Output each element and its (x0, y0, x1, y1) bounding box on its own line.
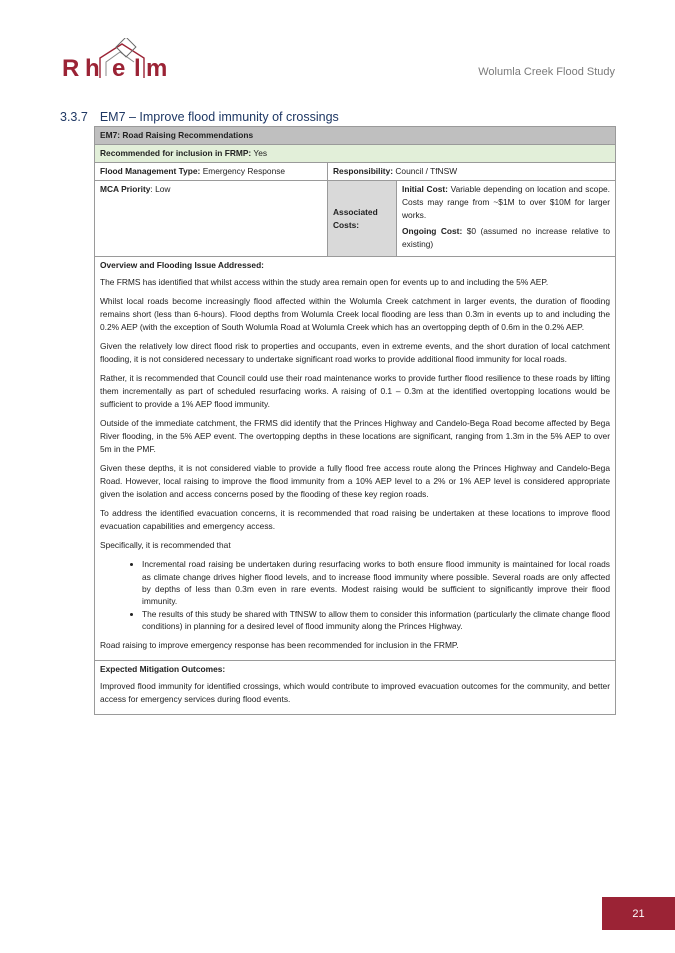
overview-paragraph: Given the relatively low direct flood risk to properties and occupants, even in extreme events, and the short duration of local catchment flooding, it is not considered necessary to undertake significant road works to provide additional flood immunity for local roads. (100, 341, 610, 365)
svg-text:R: R (62, 55, 80, 80)
frmp-value: Yes (253, 148, 268, 159)
outcomes-cell (95, 660, 616, 714)
section-title: EM7 – Improve flood immunity of crossings (99, 110, 339, 124)
fm-type-label: Flood Management Type: (100, 166, 201, 177)
rhelm-logo (60, 38, 180, 80)
list-item: • The results of this study be shared with TfNSW to allow them to consider this information (particularly the climate change flood conditions) in planning for a desired level of flood immunity along the Princes Highway. (142, 608, 610, 632)
overview-paragraph: To address the identified evacuation concerns, it is recommended that road raising be undertaken at these locations to improve flood evacuation capabilities and emergency access. (100, 508, 610, 532)
table-title: EM7: Road Raising Recommendations (95, 127, 616, 145)
ongoing-cost-value: $0 (assumed no increase relative to existing) (402, 226, 610, 250)
closing-paragraph: Road raising to improve emergency response has been recommended for inclusion in the FRMP. (100, 639, 459, 650)
svg-text:e: e (112, 55, 126, 80)
initial-cost-value: Variable depending on location and scope. Costs may range from ~$1M to over $10M for larger works. (402, 184, 610, 221)
fm-type-cell (95, 163, 328, 181)
overview-heading: Overview and Flooding Issue Addressed: (100, 260, 264, 271)
svg-text:m: m (146, 55, 168, 80)
outcomes-heading: Expected Mitigation Outcomes: (100, 663, 226, 674)
fm-type-value: Emergency Response (202, 166, 286, 177)
overview-paragraph: Given these depths, it is not considered viable to provide a fully flood free access route along the Princes Highway and Candelo-Bega Road. However, local raising to improve the flood immunity from a 10% AEP level to a 2% or 1% AEP level is considered appropriate given the isolation and access concerns posed by the flooding of these key region roads. (100, 463, 610, 500)
overview-paragraph: Whilst local roads become increasingly flood affected within the Wolumla Creek catchment in larger events, the duration of flooding remains short (less than 6-hours). Flood depths from Wolumla Creek local flooding are less than 0.3m in events up to and including the 0.2% AEP (with the exception of South Wolumla Road at Wolumla Creek which has an overtopping depth of 0.6m in the 0.2% AEP. (100, 296, 610, 333)
overview-paragraph: Outside of the immediate catchment, the FRMS did identify that the Princes Highway and Candelo-Bega Road become affected by Bega River flooding, in the 5% AEP event. The overtopping depths in these locations are significant, ranging from 1.3m in the 5% AEP to over 5m in the PMF. (100, 418, 610, 455)
mca-label: MCA Priority (100, 184, 151, 195)
svg-text:h: h (85, 55, 100, 80)
mca-value: Low (155, 184, 171, 195)
page-number: 21 (602, 897, 675, 930)
initial-cost-label: Initial Cost: (402, 184, 448, 195)
mca-cell: MCA Priority: Low (95, 181, 328, 257)
costs-cell (397, 181, 616, 257)
list-item: • Incremental road raising be undertaken during resurfacing works to both ensure flood immunity is maintained for local roads as climate change drives higher flood levels, and to increase flood immunity where possible. Several roads are only affected by depths of less than 0.3m even in rare events. Modest raising would be sufficient to significantly improve their flood immunity. (142, 558, 610, 607)
ongoing-cost-label: Ongoing Cost: (402, 226, 463, 237)
section-heading (60, 110, 339, 124)
section-number: 3.3.7 (60, 110, 88, 124)
svg-text:l: l (134, 55, 141, 80)
overview-cell (95, 257, 616, 660)
document-title: Wolumla Creek Flood Study (478, 66, 615, 78)
associated-costs-label: Associated Costs: (328, 181, 397, 257)
overview-paragraph: The FRMS has identified that whilst access within the study area remain open for events up to and including the 5% AEP. (100, 277, 549, 288)
recommendation-table (94, 126, 616, 715)
frmp-row (95, 145, 616, 163)
frmp-label: Recommended for inclusion in FRMP: (100, 148, 252, 159)
overview-paragraph: Specifically, it is recommended that (100, 540, 231, 551)
overview-paragraph: Rather, it is recommended that Council could use their road maintenance works to provide further flood resilience to these roads by lifting them incrementally as part of scheduled resurfacing works. A raising of 0.1 – 0.3m at the identified overtopping locations would be sufficient to provide a 1% AEP flood immunity. (100, 373, 610, 410)
responsibility-cell (328, 163, 616, 181)
responsibility-value: Council / TfNSW (395, 166, 458, 177)
responsibility-label: Responsibility: (333, 166, 394, 177)
outcomes-text: Improved flood immunity for identified crossings, which would contribute to improved evacuation outcomes for the community, and better access for emergency services during flood events. (100, 680, 610, 704)
recommendation-list (100, 558, 610, 632)
